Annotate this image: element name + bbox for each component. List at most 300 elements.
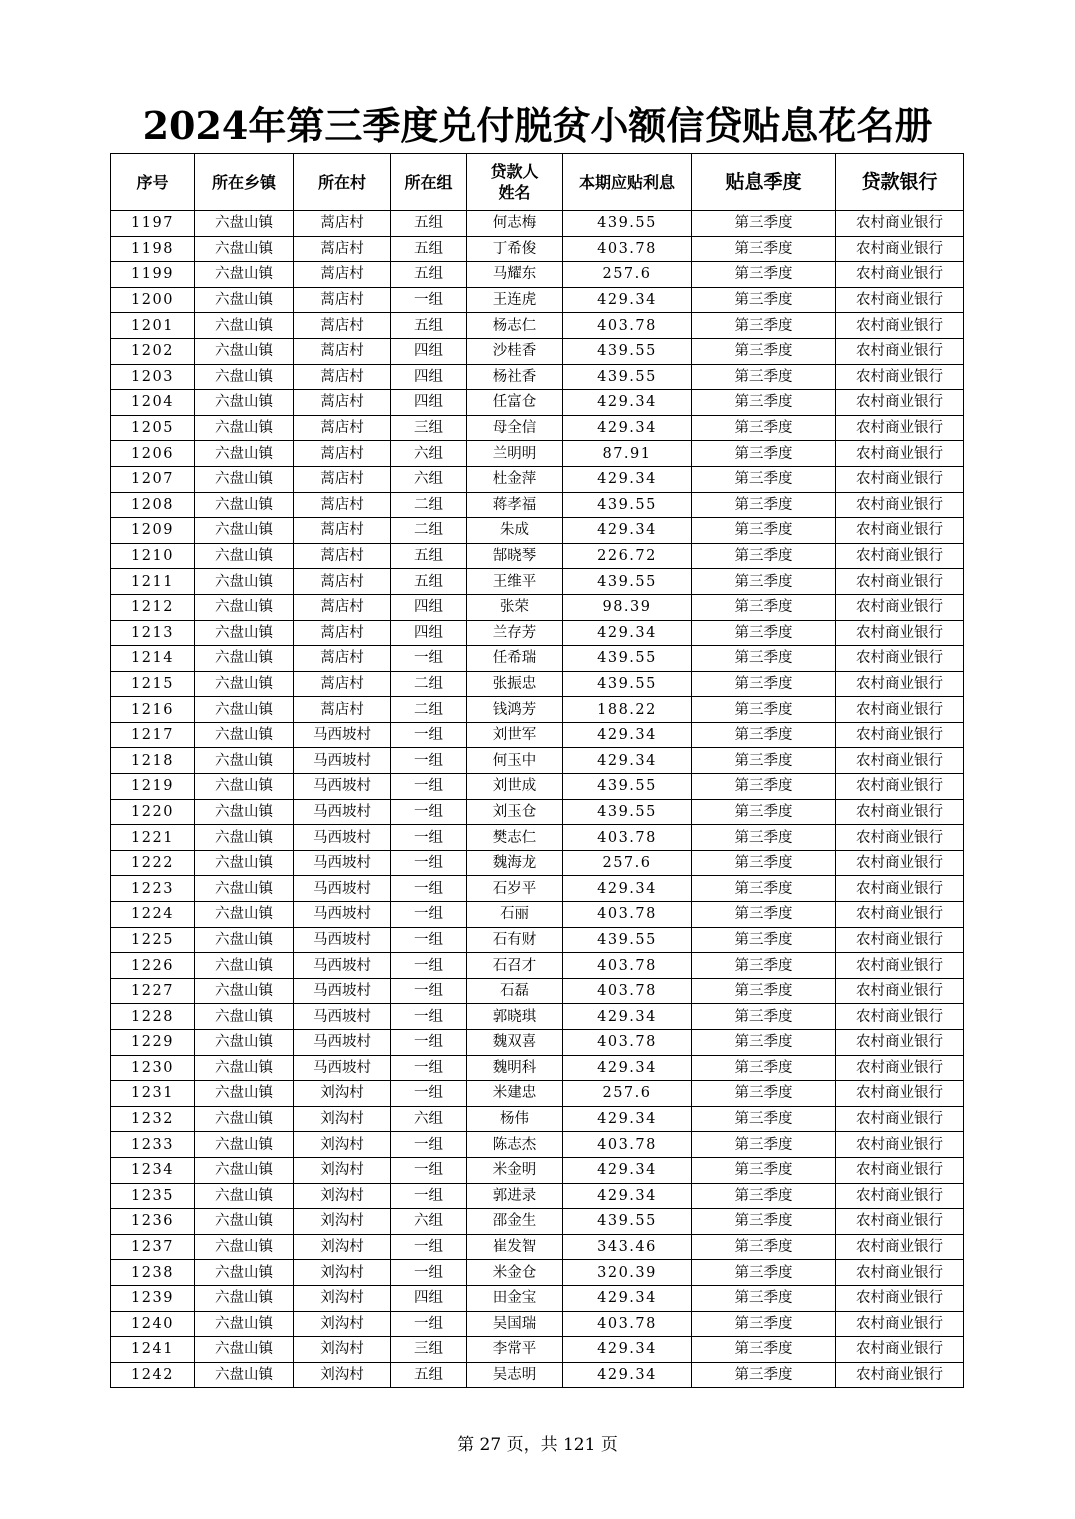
cell-borrower: 任富仓 [467, 390, 563, 416]
table-row [111, 569, 964, 595]
cell-bank: 农村商业银行 [836, 364, 964, 390]
cell-interest: 343.46 [563, 1234, 692, 1260]
cell-borrower: 魏双喜 [467, 1030, 563, 1056]
table-row [111, 927, 964, 953]
cell-group: 一组 [391, 1030, 467, 1056]
cell-township: 六盘山镇 [195, 1183, 294, 1209]
cell-interest: 429.34 [563, 1106, 692, 1132]
cell-index: 1239 [111, 1285, 195, 1311]
cell-township: 六盘山镇 [195, 927, 294, 953]
table-row [111, 594, 964, 620]
cell-quarter: 第三季度 [692, 1260, 836, 1286]
cell-index: 1223 [111, 876, 195, 902]
cell-bank: 农村商业银行 [836, 902, 964, 928]
cell-index: 1214 [111, 646, 195, 672]
table-row [111, 441, 964, 467]
cell-bank: 农村商业银行 [836, 1362, 964, 1388]
cell-group: 二组 [391, 671, 467, 697]
cell-quarter: 第三季度 [692, 671, 836, 697]
cell-township: 六盘山镇 [195, 262, 294, 288]
cell-borrower: 王维平 [467, 569, 563, 595]
table-row [111, 390, 964, 416]
cell-bank: 农村商业银行 [836, 620, 964, 646]
cell-group: 一组 [391, 1081, 467, 1107]
cell-bank: 农村商业银行 [836, 543, 964, 569]
cell-interest: 429.34 [563, 518, 692, 544]
cell-township: 六盘山镇 [195, 338, 294, 364]
cell-borrower: 刘世军 [467, 722, 563, 748]
cell-borrower: 兰存芳 [467, 620, 563, 646]
cell-village: 马西坡村 [294, 850, 391, 876]
cell-interest: 87.91 [563, 441, 692, 467]
cell-group: 二组 [391, 518, 467, 544]
cell-township: 六盘山镇 [195, 1234, 294, 1260]
cell-group: 二组 [391, 492, 467, 518]
cell-township: 六盘山镇 [195, 902, 294, 928]
cell-township: 六盘山镇 [195, 1055, 294, 1081]
table-row [111, 1260, 964, 1286]
cell-bank: 农村商业银行 [836, 313, 964, 339]
column-header-township: 所在乡镇 [195, 154, 294, 211]
cell-bank: 农村商业银行 [836, 825, 964, 851]
cell-village: 蒿店村 [294, 518, 391, 544]
cell-interest: 257.6 [563, 262, 692, 288]
cell-group: 一组 [391, 287, 467, 313]
cell-village: 蒿店村 [294, 262, 391, 288]
cell-interest: 429.34 [563, 1055, 692, 1081]
cell-index: 1209 [111, 518, 195, 544]
cell-interest: 439.55 [563, 774, 692, 800]
cell-township: 六盘山镇 [195, 569, 294, 595]
cell-quarter: 第三季度 [692, 1285, 836, 1311]
cell-bank: 农村商业银行 [836, 415, 964, 441]
column-header-village: 所在村 [294, 154, 391, 211]
cell-borrower: 田金宝 [467, 1285, 563, 1311]
cell-quarter: 第三季度 [692, 1183, 836, 1209]
cell-borrower: 张荣 [467, 594, 563, 620]
cell-index: 1230 [111, 1055, 195, 1081]
cell-quarter: 第三季度 [692, 722, 836, 748]
cell-bank: 农村商业银行 [836, 1209, 964, 1235]
cell-interest: 429.34 [563, 390, 692, 416]
cell-quarter: 第三季度 [692, 441, 836, 467]
cell-bank: 农村商业银行 [836, 1337, 964, 1363]
cell-borrower: 石召才 [467, 953, 563, 979]
cell-village: 蒿店村 [294, 441, 391, 467]
table-row [111, 211, 964, 237]
table-row [111, 1311, 964, 1337]
table-body [111, 211, 964, 1388]
cell-borrower: 刘世成 [467, 774, 563, 800]
cell-borrower: 吴国瑞 [467, 1311, 563, 1337]
cell-quarter: 第三季度 [692, 978, 836, 1004]
cell-index: 1221 [111, 825, 195, 851]
cell-borrower: 沙桂香 [467, 338, 563, 364]
table-row [111, 1183, 964, 1209]
cell-index: 1200 [111, 287, 195, 313]
table-row [111, 236, 964, 262]
cell-village: 刘沟村 [294, 1081, 391, 1107]
cell-quarter: 第三季度 [692, 338, 836, 364]
cell-quarter: 第三季度 [692, 927, 836, 953]
cell-index: 1237 [111, 1234, 195, 1260]
cell-index: 1228 [111, 1004, 195, 1030]
cell-township: 六盘山镇 [195, 1362, 294, 1388]
cell-group: 六组 [391, 466, 467, 492]
cell-village: 蒿店村 [294, 338, 391, 364]
cell-township: 六盘山镇 [195, 390, 294, 416]
cell-bank: 农村商业银行 [836, 1132, 964, 1158]
cell-group: 一组 [391, 748, 467, 774]
cell-borrower: 石磊 [467, 978, 563, 1004]
cell-quarter: 第三季度 [692, 518, 836, 544]
cell-quarter: 第三季度 [692, 313, 836, 339]
cell-bank: 农村商业银行 [836, 569, 964, 595]
cell-quarter: 第三季度 [692, 262, 836, 288]
table-row [111, 748, 964, 774]
cell-group: 四组 [391, 390, 467, 416]
cell-group: 五组 [391, 211, 467, 237]
cell-index: 1229 [111, 1030, 195, 1056]
cell-interest: 403.78 [563, 1030, 692, 1056]
cell-interest: 429.34 [563, 748, 692, 774]
cell-index: 1204 [111, 390, 195, 416]
cell-township: 六盘山镇 [195, 1285, 294, 1311]
cell-interest: 429.34 [563, 1362, 692, 1388]
cell-borrower: 李常平 [467, 1337, 563, 1363]
cell-village: 蒿店村 [294, 287, 391, 313]
cell-bank: 农村商业银行 [836, 466, 964, 492]
cell-group: 一组 [391, 646, 467, 672]
cell-township: 六盘山镇 [195, 825, 294, 851]
cell-township: 六盘山镇 [195, 1030, 294, 1056]
cell-bank: 农村商业银行 [836, 492, 964, 518]
cell-interest: 98.39 [563, 594, 692, 620]
cell-index: 1232 [111, 1106, 195, 1132]
cell-group: 一组 [391, 1004, 467, 1030]
cell-township: 六盘山镇 [195, 1157, 294, 1183]
cell-index: 1205 [111, 415, 195, 441]
cell-group: 六组 [391, 1209, 467, 1235]
cell-group: 五组 [391, 313, 467, 339]
cell-village: 蒿店村 [294, 492, 391, 518]
cell-quarter: 第三季度 [692, 876, 836, 902]
cell-index: 1222 [111, 850, 195, 876]
cell-group: 三组 [391, 415, 467, 441]
cell-borrower: 朱成 [467, 518, 563, 544]
cell-group: 六组 [391, 1106, 467, 1132]
cell-bank: 农村商业银行 [836, 1081, 964, 1107]
table-row [111, 466, 964, 492]
cell-group: 一组 [391, 1157, 467, 1183]
cell-borrower: 钱鸿芳 [467, 697, 563, 723]
cell-bank: 农村商业银行 [836, 774, 964, 800]
table-row [111, 902, 964, 928]
table-row [111, 1030, 964, 1056]
table-row [111, 646, 964, 672]
cell-bank: 农村商业银行 [836, 262, 964, 288]
cell-index: 1202 [111, 338, 195, 364]
cell-interest: 226.72 [563, 543, 692, 569]
cell-bank: 农村商业银行 [836, 850, 964, 876]
cell-quarter: 第三季度 [692, 1004, 836, 1030]
page-footer: 第 27 页，共 121 页 [457, 1435, 618, 1455]
table-row [111, 338, 964, 364]
table-row [111, 722, 964, 748]
cell-quarter: 第三季度 [692, 697, 836, 723]
table-row [111, 262, 964, 288]
cell-borrower: 石丽 [467, 902, 563, 928]
cell-index: 1226 [111, 953, 195, 979]
column-header-index: 序号 [111, 154, 195, 211]
cell-village: 马西坡村 [294, 1004, 391, 1030]
cell-borrower: 郭晓琪 [467, 1004, 563, 1030]
cell-quarter: 第三季度 [692, 390, 836, 416]
cell-interest: 439.55 [563, 364, 692, 390]
cell-village: 马西坡村 [294, 1030, 391, 1056]
cell-borrower: 蒋孝福 [467, 492, 563, 518]
cell-interest: 439.55 [563, 799, 692, 825]
cell-quarter: 第三季度 [692, 492, 836, 518]
cell-village: 刘沟村 [294, 1337, 391, 1363]
cell-index: 1220 [111, 799, 195, 825]
cell-borrower: 米金明 [467, 1157, 563, 1183]
cell-group: 二组 [391, 697, 467, 723]
cell-village: 蒿店村 [294, 364, 391, 390]
cell-index: 1198 [111, 236, 195, 262]
table-row [111, 287, 964, 313]
cell-quarter: 第三季度 [692, 1055, 836, 1081]
cell-interest: 429.34 [563, 466, 692, 492]
table-header-row [111, 154, 964, 211]
cell-borrower: 陈志杰 [467, 1132, 563, 1158]
cell-index: 1241 [111, 1337, 195, 1363]
cell-township: 六盘山镇 [195, 236, 294, 262]
cell-bank: 农村商业银行 [836, 671, 964, 697]
cell-index: 1218 [111, 748, 195, 774]
cell-group: 四组 [391, 1285, 467, 1311]
cell-index: 1224 [111, 902, 195, 928]
cell-index: 1201 [111, 313, 195, 339]
cell-quarter: 第三季度 [692, 543, 836, 569]
cell-group: 四组 [391, 620, 467, 646]
cell-quarter: 第三季度 [692, 287, 836, 313]
cell-quarter: 第三季度 [692, 825, 836, 851]
cell-village: 马西坡村 [294, 902, 391, 928]
cell-group: 一组 [391, 825, 467, 851]
cell-bank: 农村商业银行 [836, 594, 964, 620]
cell-township: 六盘山镇 [195, 1260, 294, 1286]
cell-bank: 农村商业银行 [836, 1311, 964, 1337]
cell-group: 一组 [391, 1055, 467, 1081]
cell-borrower: 郭进录 [467, 1183, 563, 1209]
cell-group: 一组 [391, 1132, 467, 1158]
cell-group: 四组 [391, 594, 467, 620]
cell-index: 1219 [111, 774, 195, 800]
cell-borrower: 米建忠 [467, 1081, 563, 1107]
cell-village: 刘沟村 [294, 1132, 391, 1158]
cell-township: 六盘山镇 [195, 774, 294, 800]
cell-index: 1212 [111, 594, 195, 620]
cell-township: 六盘山镇 [195, 671, 294, 697]
table-row [111, 1362, 964, 1388]
cell-index: 1203 [111, 364, 195, 390]
table-row [111, 671, 964, 697]
column-header-bank: 贷款银行 [836, 154, 964, 211]
table-row [111, 1157, 964, 1183]
cell-borrower: 任希瑞 [467, 646, 563, 672]
cell-township: 六盘山镇 [195, 364, 294, 390]
cell-interest: 429.34 [563, 1157, 692, 1183]
cell-bank: 农村商业银行 [836, 799, 964, 825]
cell-township: 六盘山镇 [195, 1132, 294, 1158]
table-row [111, 953, 964, 979]
cell-group: 五组 [391, 1362, 467, 1388]
cell-bank: 农村商业银行 [836, 390, 964, 416]
cell-bank: 农村商业银行 [836, 953, 964, 979]
cell-borrower: 郜晓琴 [467, 543, 563, 569]
cell-township: 六盘山镇 [195, 543, 294, 569]
cell-quarter: 第三季度 [692, 1337, 836, 1363]
cell-interest: 429.34 [563, 1183, 692, 1209]
table-row [111, 1234, 964, 1260]
cell-village: 马西坡村 [294, 722, 391, 748]
table-row [111, 313, 964, 339]
cell-township: 六盘山镇 [195, 518, 294, 544]
cell-quarter: 第三季度 [692, 1234, 836, 1260]
cell-borrower: 崔发智 [467, 1234, 563, 1260]
table-row [111, 518, 964, 544]
cell-township: 六盘山镇 [195, 799, 294, 825]
cell-village: 蒿店村 [294, 697, 391, 723]
table-row [111, 543, 964, 569]
cell-interest: 403.78 [563, 978, 692, 1004]
cell-bank: 农村商业银行 [836, 1055, 964, 1081]
cell-township: 六盘山镇 [195, 1311, 294, 1337]
cell-interest: 429.34 [563, 1285, 692, 1311]
cell-borrower: 兰明明 [467, 441, 563, 467]
cell-group: 一组 [391, 850, 467, 876]
cell-quarter: 第三季度 [692, 1362, 836, 1388]
cell-township: 六盘山镇 [195, 287, 294, 313]
cell-village: 刘沟村 [294, 1234, 391, 1260]
cell-township: 六盘山镇 [195, 697, 294, 723]
cell-group: 五组 [391, 543, 467, 569]
cell-index: 1215 [111, 671, 195, 697]
cell-group: 四组 [391, 364, 467, 390]
cell-index: 1225 [111, 927, 195, 953]
cell-village: 马西坡村 [294, 748, 391, 774]
cell-borrower: 王连虎 [467, 287, 563, 313]
cell-bank: 农村商业银行 [836, 1183, 964, 1209]
cell-quarter: 第三季度 [692, 466, 836, 492]
table-row [111, 1337, 964, 1363]
table-row [111, 850, 964, 876]
cell-village: 马西坡村 [294, 1055, 391, 1081]
cell-village: 蒿店村 [294, 415, 391, 441]
cell-interest: 257.6 [563, 1081, 692, 1107]
table-row [111, 492, 964, 518]
cell-interest: 403.78 [563, 825, 692, 851]
cell-interest: 403.78 [563, 953, 692, 979]
cell-bank: 农村商业银行 [836, 1260, 964, 1286]
cell-village: 蒿店村 [294, 390, 391, 416]
cell-group: 四组 [391, 338, 467, 364]
cell-township: 六盘山镇 [195, 211, 294, 237]
cell-group: 一组 [391, 1234, 467, 1260]
table-row [111, 825, 964, 851]
cell-quarter: 第三季度 [692, 1311, 836, 1337]
cell-borrower: 母全信 [467, 415, 563, 441]
cell-bank: 农村商业银行 [836, 722, 964, 748]
cell-township: 六盘山镇 [195, 415, 294, 441]
cell-village: 刘沟村 [294, 1311, 391, 1337]
cell-village: 马西坡村 [294, 774, 391, 800]
cell-interest: 429.34 [563, 722, 692, 748]
cell-borrower: 马耀东 [467, 262, 563, 288]
cell-group: 五组 [391, 236, 467, 262]
cell-interest: 429.34 [563, 287, 692, 313]
cell-bank: 农村商业银行 [836, 697, 964, 723]
cell-township: 六盘山镇 [195, 492, 294, 518]
cell-index: 1231 [111, 1081, 195, 1107]
table-row [111, 1285, 964, 1311]
cell-group: 六组 [391, 441, 467, 467]
cell-index: 1213 [111, 620, 195, 646]
cell-quarter: 第三季度 [692, 1132, 836, 1158]
cell-village: 马西坡村 [294, 953, 391, 979]
cell-borrower: 杨社香 [467, 364, 563, 390]
cell-borrower: 魏明科 [467, 1055, 563, 1081]
cell-bank: 农村商业银行 [836, 287, 964, 313]
cell-index: 1227 [111, 978, 195, 1004]
cell-interest: 439.55 [563, 1209, 692, 1235]
cell-quarter: 第三季度 [692, 850, 836, 876]
cell-interest: 429.34 [563, 876, 692, 902]
cell-borrower: 吴志明 [467, 1362, 563, 1388]
column-header-borrower: 贷款人姓名 [467, 154, 563, 211]
cell-bank: 农村商业银行 [836, 1106, 964, 1132]
cell-village: 刘沟村 [294, 1106, 391, 1132]
cell-village: 蒿店村 [294, 620, 391, 646]
cell-village: 马西坡村 [294, 799, 391, 825]
cell-borrower: 张振忠 [467, 671, 563, 697]
cell-group: 一组 [391, 927, 467, 953]
cell-interest: 403.78 [563, 313, 692, 339]
cell-township: 六盘山镇 [195, 876, 294, 902]
cell-quarter: 第三季度 [692, 1106, 836, 1132]
cell-township: 六盘山镇 [195, 646, 294, 672]
cell-quarter: 第三季度 [692, 748, 836, 774]
table-row [111, 876, 964, 902]
cell-quarter: 第三季度 [692, 594, 836, 620]
cell-township: 六盘山镇 [195, 748, 294, 774]
cell-group: 五组 [391, 262, 467, 288]
cell-village: 刘沟村 [294, 1285, 391, 1311]
cell-township: 六盘山镇 [195, 1106, 294, 1132]
cell-index: 1207 [111, 466, 195, 492]
cell-village: 蒿店村 [294, 543, 391, 569]
cell-group: 一组 [391, 953, 467, 979]
table-row [111, 1081, 964, 1107]
cell-group: 一组 [391, 1311, 467, 1337]
cell-village: 刘沟村 [294, 1209, 391, 1235]
cell-group: 一组 [391, 1183, 467, 1209]
cell-group: 一组 [391, 774, 467, 800]
cell-interest: 403.78 [563, 1311, 692, 1337]
cell-borrower: 米金仓 [467, 1260, 563, 1286]
table-row [111, 697, 964, 723]
